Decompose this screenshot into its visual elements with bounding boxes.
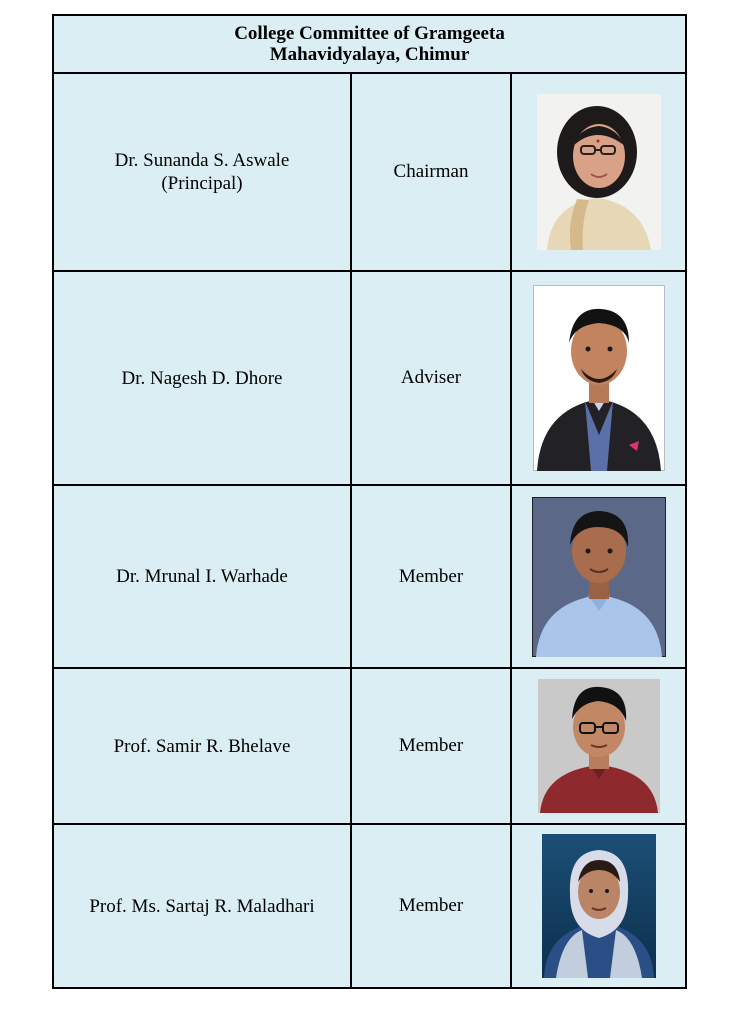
member-role: Member xyxy=(351,485,511,668)
member-role: Chairman xyxy=(351,73,511,271)
member-photo-cell xyxy=(511,485,686,668)
member-name: Dr. Mrunal I. Warhade xyxy=(116,566,288,587)
table-row xyxy=(53,271,686,485)
table-row xyxy=(53,73,686,271)
member-role: Member xyxy=(351,824,511,988)
title-line-1: College Committee of Gramgeeta xyxy=(234,23,505,44)
table-row xyxy=(53,824,686,988)
portrait-woman-glasses-icon xyxy=(537,94,661,250)
portrait-woman-headscarf-icon xyxy=(542,834,656,978)
member-photo xyxy=(538,679,660,813)
member-name: Prof. Samir R. Bhelave xyxy=(113,735,291,757)
portrait-man-glasses-icon xyxy=(538,679,660,813)
member-photo xyxy=(537,94,661,250)
member-photo xyxy=(532,497,666,657)
member-name: Dr. Sunanda S. Aswale xyxy=(114,150,290,171)
member-name: Prof. Ms. Sartaj R. Maladhari xyxy=(89,895,315,917)
committee-table xyxy=(52,14,687,989)
member-photo-cell xyxy=(511,73,686,271)
member-photo xyxy=(533,285,665,471)
member-name: Dr. Nagesh D. Dhore xyxy=(121,367,283,389)
member-name-note: (Principal) xyxy=(161,173,243,194)
title-row xyxy=(53,15,686,73)
member-photo-cell xyxy=(511,824,686,988)
member-role: Member xyxy=(351,668,511,824)
table-row xyxy=(53,485,686,668)
member-name-cell xyxy=(53,485,351,668)
table-row xyxy=(53,668,686,824)
member-photo xyxy=(542,834,656,978)
title-line-2: Mahavidyalaya, Chimur xyxy=(269,44,470,65)
member-name-cell xyxy=(53,271,351,485)
portrait-man-suit-icon xyxy=(533,285,665,471)
member-name-cell xyxy=(53,824,351,988)
member-role: Adviser xyxy=(351,271,511,485)
member-photo-cell xyxy=(511,271,686,485)
member-photo-cell xyxy=(511,668,686,824)
member-name-cell xyxy=(53,668,351,824)
portrait-man-shirt-icon xyxy=(532,497,666,657)
table-title xyxy=(53,15,686,73)
member-name-cell xyxy=(53,73,351,271)
